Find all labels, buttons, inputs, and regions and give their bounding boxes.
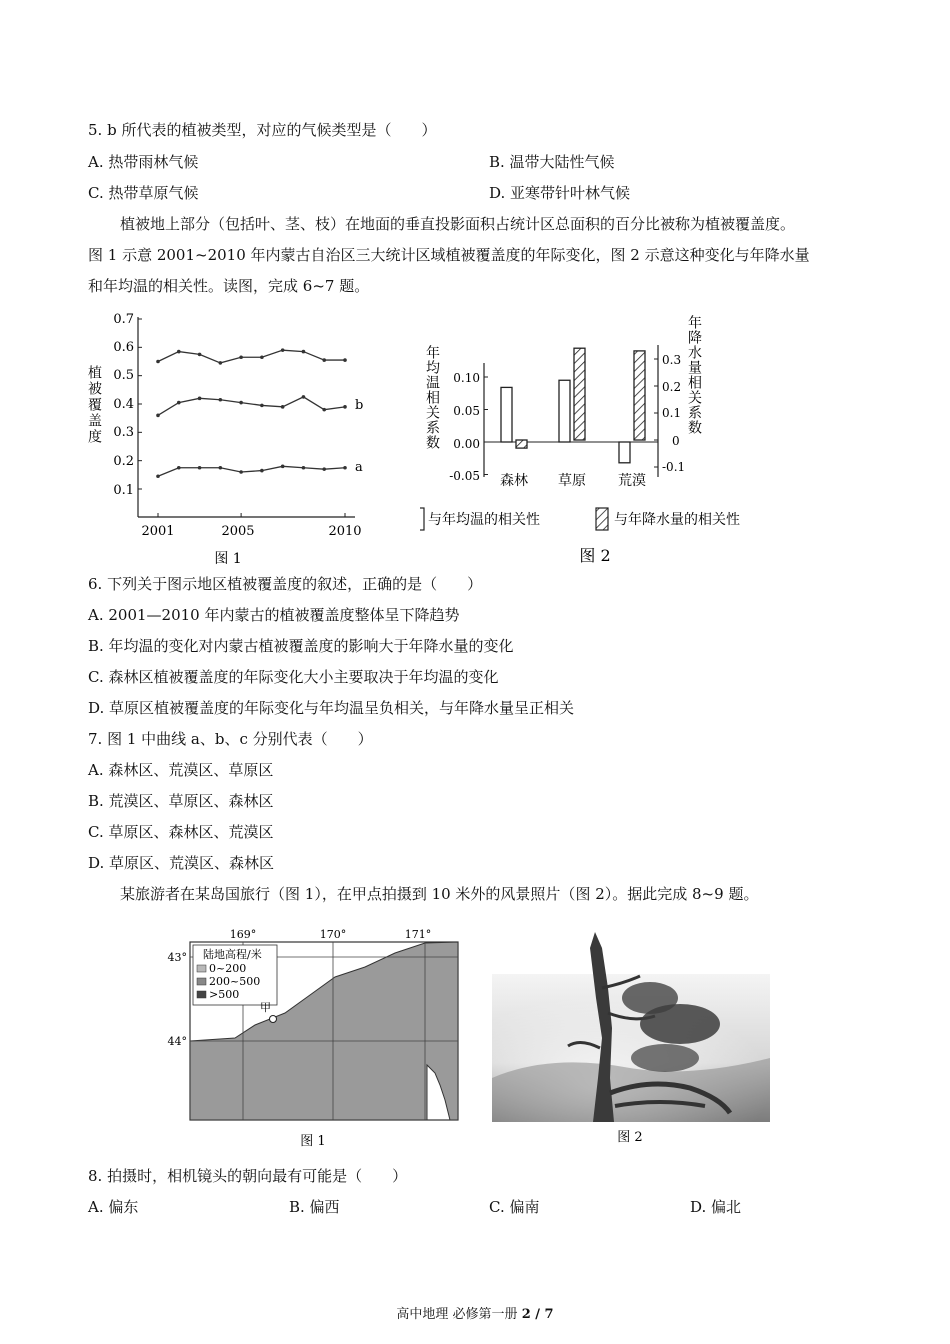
passage1-line1: 植被地上部分（包括叶、茎、枝）在地面的垂直投影面积占统计区总面积的百分比被称为植被覆盖度。: [120, 215, 796, 233]
figure1-point-c: [156, 360, 160, 364]
figure1-ytick: 0.3: [113, 425, 134, 440]
passage1-line2: 图 1 示意 2001~2010 年内蒙古自治区三大统计区域植被覆盖度的年际变化，图 2 示意这种变化与年降水量: [88, 246, 810, 264]
figure2-bar-precip-草原: [574, 348, 585, 440]
landscape-photo: [490, 928, 775, 1153]
lon-label: 171°: [404, 928, 432, 941]
figure1-point-a: [198, 466, 202, 470]
figure1-point-b: [239, 401, 243, 405]
page-footer: [0, 1303, 950, 1322]
q8-option-d: D. 偏北: [690, 1198, 742, 1216]
figure1-point-a: [281, 465, 285, 469]
q6-option-d: D. 草原区植被覆盖度的年际变化与年均温呈负相关，与年降水量呈正相关: [88, 699, 575, 717]
figure1-point-c: [219, 361, 223, 365]
q7-stem: 7. 图 1 中曲线 a、b、c 分别代表（ ）: [88, 730, 373, 748]
figure1-ytick: 0.7: [113, 312, 134, 327]
figure2-bar-precip-森林: [516, 440, 527, 448]
figure1-point-a: [177, 466, 181, 470]
figure1-series-c: [158, 350, 345, 363]
q8-option-b: B. 偏西: [289, 1198, 340, 1216]
lat-label: 43°: [167, 951, 187, 964]
figure1-point-c: [322, 358, 326, 362]
q5-option-a: A. 热带雨林气候: [88, 153, 199, 171]
figure1-point-a: [239, 470, 243, 474]
figure2-category-desert: 荒漠: [618, 473, 646, 489]
figure2-bar-temp-草原: [559, 380, 570, 442]
legend-item-mid: 200~500: [209, 975, 261, 988]
figure1-series-b: [158, 397, 345, 415]
figure2-category-grassland: 草原: [558, 473, 586, 489]
figure1-xtick: 2005: [221, 524, 255, 539]
q6-option-c: C. 森林区植被覆盖度的年际变化大小主要取决于年均温的变化: [88, 668, 499, 686]
figure1-ytick: 0.5: [113, 368, 134, 383]
legend-swatch-high: [197, 991, 206, 998]
q8-stem: 8. 拍摄时，相机镜头的朝向最有可能是（ ）: [88, 1167, 408, 1185]
figure1-ytick: 0.2: [113, 454, 134, 469]
figure2-bar-temp-荒漠: [619, 442, 630, 463]
figure1-point-b: [260, 404, 264, 408]
figure2-left-tick: 0.05: [453, 404, 480, 418]
figure1-point-b: [198, 397, 202, 401]
figure2-bar-precip-荒漠: [634, 351, 645, 440]
figure1-series-a: [158, 466, 345, 476]
legend-precip-swatch: [596, 508, 608, 530]
figure1-xtick: 2010: [328, 524, 362, 539]
figure1-caption: 图 1: [214, 551, 242, 567]
figure2-right-tick: 0.3: [662, 353, 682, 367]
figure1-xtick: 2001: [141, 524, 175, 539]
figure1-point-c: [239, 355, 243, 359]
figure1-point-b: [219, 398, 223, 402]
lat-label: 44°: [167, 1035, 187, 1048]
lon-label: 170°: [319, 928, 347, 941]
q6-stem: 6. 下列关于图示地区植被覆盖度的叙述，正确的是（ ）: [88, 575, 483, 593]
figure1-point-a: [322, 467, 326, 471]
legend-temp-label: 与年均温的相关性: [428, 512, 540, 528]
q5-option-b: B. 温带大陆性气候: [489, 153, 615, 171]
q7-option-c: C. 草原区、森林区、荒漠区: [88, 823, 274, 841]
figure1-point-b: [322, 408, 326, 412]
figure1-point-c: [281, 348, 285, 352]
passage1-line3: 和年均温的相关性。读图，完成 6~7 题。: [88, 277, 370, 295]
legend-item-high: >500: [209, 988, 240, 1001]
legend-temp-swatch: [420, 508, 424, 530]
figure2-right-axis-label: 年降水量相关系数: [686, 315, 702, 435]
legend-precip-label: 与年降水量的相关性: [614, 512, 740, 528]
figure1-line-chart: [80, 305, 380, 570]
q7-option-b: B. 荒漠区、草原区、森林区: [88, 792, 274, 810]
figure2-caption: 图 2: [579, 546, 611, 565]
q8-option-c: C. 偏南: [489, 1198, 540, 1216]
passage2: 某旅游者在某岛国旅行（图 1），在甲点拍摄到 10 米外的风景照片（图 2）。据此完成 8~9 题。: [120, 885, 759, 903]
figure1-point-c: [302, 350, 306, 354]
figure2-bar-chart: [420, 305, 800, 570]
figure2-bar-temp-森林: [501, 387, 512, 442]
figure1-ylabel: 植被覆盖度: [86, 365, 102, 445]
figure1-label-b: b: [355, 398, 364, 413]
figure2-left-tick: 0.00: [453, 437, 480, 451]
q6-option-b: B. 年均温的变化对内蒙古植被覆盖度的影响大于年降水量的变化: [88, 637, 514, 655]
legend-item-low: 0~200: [209, 962, 247, 975]
q5-option-d: D. 亚寒带针叶林气候: [489, 184, 631, 202]
lon-label: 169°: [229, 928, 257, 941]
figure1-ytick: 0.1: [113, 483, 134, 498]
figure2-left-tick: -0.05: [449, 469, 480, 483]
legend-swatch-mid: [197, 978, 206, 985]
figure1-point-c: [198, 353, 202, 357]
figure1-point-b: [343, 405, 347, 409]
point-jia-marker: [270, 1016, 277, 1023]
figure2-left-axis-label: 年均温相关系数: [424, 345, 440, 450]
figure2-right-tick: 0.1: [662, 406, 682, 420]
q5-option-c: C. 热带草原气候: [88, 184, 199, 202]
figure2-right-tick: 0: [672, 434, 680, 448]
figure2-left-tick: 0.10: [453, 371, 480, 385]
figure1-point-c: [177, 350, 181, 354]
page-number: 2 / 7: [521, 1307, 554, 1322]
q5-stem: 5. b 所代表的植被类型，对应的气候类型是（ ）: [88, 121, 437, 139]
figure1-point-c: [260, 355, 264, 359]
figure1-point-b: [302, 395, 306, 399]
figure2-right-tick: 0.2: [662, 380, 682, 394]
figure1-point-a: [343, 466, 347, 470]
photo-caption: 图 2: [617, 1130, 643, 1145]
figure1-point-b: [177, 401, 181, 405]
legend-swatch-low: [197, 965, 206, 972]
figure2-category-forest: 森林: [500, 473, 528, 489]
figure1-point-a: [302, 466, 306, 470]
footer-text: 高中地理 必修第一册: [396, 1307, 522, 1322]
figure1-point-b: [281, 405, 285, 409]
figure1-point-a: [156, 474, 160, 478]
figure1-label-a: a: [355, 460, 363, 475]
point-jia-label: 甲: [260, 1001, 271, 1014]
q6-option-a: A. 2001—2010 年内蒙古的植被覆盖度整体呈下降趋势: [88, 606, 460, 624]
figure1-point-c: [343, 358, 347, 362]
q7-option-a: A. 森林区、荒漠区、草原区: [88, 761, 274, 779]
figure1-point-a: [219, 466, 223, 470]
figure2-right-tick: -0.1: [662, 460, 686, 474]
q8-option-a: A. 偏东: [88, 1198, 139, 1216]
figure1-point-b: [156, 414, 160, 418]
map-legend-title: 陆地高程/米: [203, 948, 262, 961]
figure1-ytick: 0.4: [113, 397, 134, 412]
q7-option-d: D. 草原区、荒漠区、森林区: [88, 854, 275, 872]
figure1-point-a: [260, 469, 264, 473]
map-figure: [165, 925, 470, 1155]
map-caption: 图 1: [300, 1134, 326, 1149]
figure1-ytick: 0.6: [113, 340, 134, 355]
